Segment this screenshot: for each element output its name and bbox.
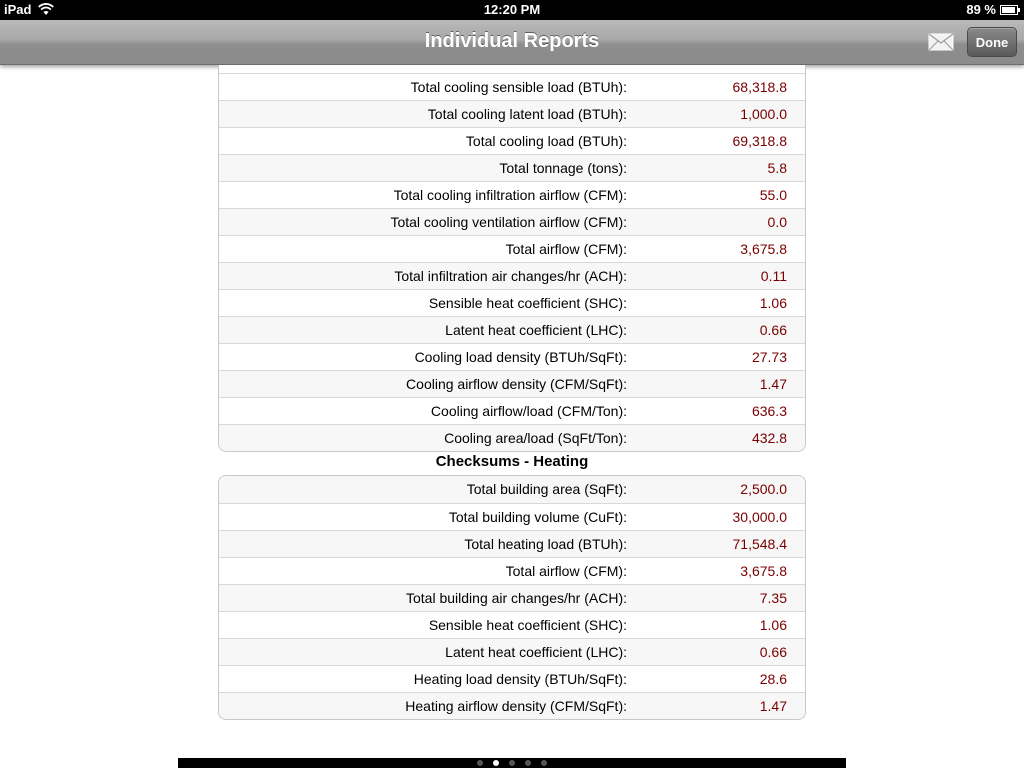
row-value: 432.8 <box>751 430 787 446</box>
row-label: Heating load density (BTUh/SqFt): <box>413 671 627 687</box>
row-label: Total cooling ventilation airflow (CFM): <box>390 214 627 230</box>
row-label: Total building air changes/hr (ACH): <box>406 590 627 606</box>
row-value: 1.06 <box>759 295 787 311</box>
page-control-bar <box>178 758 846 768</box>
row-label: Cooling area/load (SqFt/Ton): <box>444 430 627 446</box>
table-row <box>219 235 805 262</box>
row-label: Total infiltration air changes/hr (ACH): <box>394 268 627 284</box>
table-row <box>219 181 805 208</box>
row-value: 1,000.0 <box>740 106 787 122</box>
page-dot[interactable] <box>477 760 483 766</box>
row-label: Latent heat coefficient (LHC): <box>445 322 627 338</box>
row-label: Total building area (SqFt): <box>466 481 627 497</box>
row-value: 3,675.8 <box>740 241 787 257</box>
row-value: 71,548.4 <box>732 536 787 552</box>
row-label: Total airflow (CFM): <box>505 241 627 257</box>
carrier-label: iPad <box>4 2 32 17</box>
page-dot[interactable] <box>509 760 515 766</box>
row-label: Total building volume (CuFt): <box>448 509 627 525</box>
page-dot[interactable] <box>525 760 531 766</box>
row-label: Latent heat coefficient (LHC): <box>445 644 627 660</box>
row-value: 28.6 <box>759 671 787 687</box>
table-row <box>219 262 805 289</box>
battery-icon <box>1000 5 1020 15</box>
row-value: 0.0 <box>767 214 787 230</box>
table-row <box>219 370 805 397</box>
table-row <box>219 665 805 692</box>
navigation-bar <box>0 20 1024 65</box>
row-label: Heating airflow density (CFM/SqFt): <box>405 698 627 714</box>
page-dot[interactable] <box>493 760 499 766</box>
table-row <box>219 289 805 316</box>
table-row <box>219 476 805 503</box>
mail-icon[interactable] <box>928 32 954 52</box>
section-header-heating: Checksums - Heating <box>435 453 589 470</box>
table-row <box>219 424 805 451</box>
row-value: 2,500.0 <box>740 481 787 497</box>
table-row <box>219 397 805 424</box>
row-label: Total cooling latent load (BTUh): <box>427 106 627 122</box>
row-value: 5.8 <box>767 160 787 176</box>
row-value: 7.35 <box>759 590 787 606</box>
page-dot[interactable] <box>541 760 547 766</box>
table-row <box>219 100 805 127</box>
row-label: Cooling airflow density (CFM/SqFt): <box>406 376 627 392</box>
done-button[interactable]: Done <box>967 27 1017 57</box>
row-label: Total airflow (CFM): <box>505 563 627 579</box>
row-value: 1.47 <box>759 376 787 392</box>
row-value: 55.0 <box>759 187 787 203</box>
row-label: Sensible heat coefficient (SHC): <box>428 617 627 633</box>
row-label: Cooling load density (BTUh/SqFt): <box>414 349 627 365</box>
table-row <box>219 611 805 638</box>
table-row <box>219 127 805 154</box>
status-time: 12:20 PM <box>483 2 541 17</box>
table-row <box>219 65 805 73</box>
row-value: 68,318.8 <box>732 79 787 95</box>
row-value: 3,675.8 <box>740 563 787 579</box>
table-row <box>219 503 805 530</box>
cooling-checksums-table <box>218 65 806 452</box>
table-row <box>219 530 805 557</box>
table-row <box>219 584 805 611</box>
row-value: 0.66 <box>759 644 787 660</box>
row-value: 30,000.0 <box>732 509 787 525</box>
page-title: Individual Reports <box>424 30 600 52</box>
row-value: 0.66 <box>759 322 787 338</box>
row-label: Sensible heat coefficient (SHC): <box>428 295 627 311</box>
table-row <box>219 638 805 665</box>
row-value: 69,318.8 <box>732 133 787 149</box>
table-row <box>219 343 805 370</box>
row-value: 1.47 <box>759 698 787 714</box>
row-label: Total heating load (BTUh): <box>464 536 627 552</box>
table-row <box>219 692 805 719</box>
heating-checksums-table <box>218 475 806 720</box>
page-control[interactable] <box>178 760 846 766</box>
table-row <box>219 73 805 100</box>
row-label: Total tonnage (tons): <box>499 160 627 176</box>
report-content[interactable] <box>0 65 1024 768</box>
row-value: 27.73 <box>751 349 787 365</box>
row-label: Total cooling infiltration airflow (CFM): <box>393 187 627 203</box>
row-value: 636.3 <box>751 403 787 419</box>
battery-percent: 89 % <box>966 2 996 17</box>
table-row <box>219 557 805 584</box>
row-label: Total cooling load (BTUh): <box>465 133 627 149</box>
row-value: 0.11 <box>760 268 787 284</box>
status-bar <box>0 0 1024 20</box>
row-value: 1.06 <box>759 617 787 633</box>
table-row <box>219 208 805 235</box>
table-row <box>219 154 805 181</box>
table-row <box>219 316 805 343</box>
row-label: Cooling airflow/load (CFM/Ton): <box>430 403 627 419</box>
row-label: Total cooling sensible load (BTUh): <box>410 79 627 95</box>
